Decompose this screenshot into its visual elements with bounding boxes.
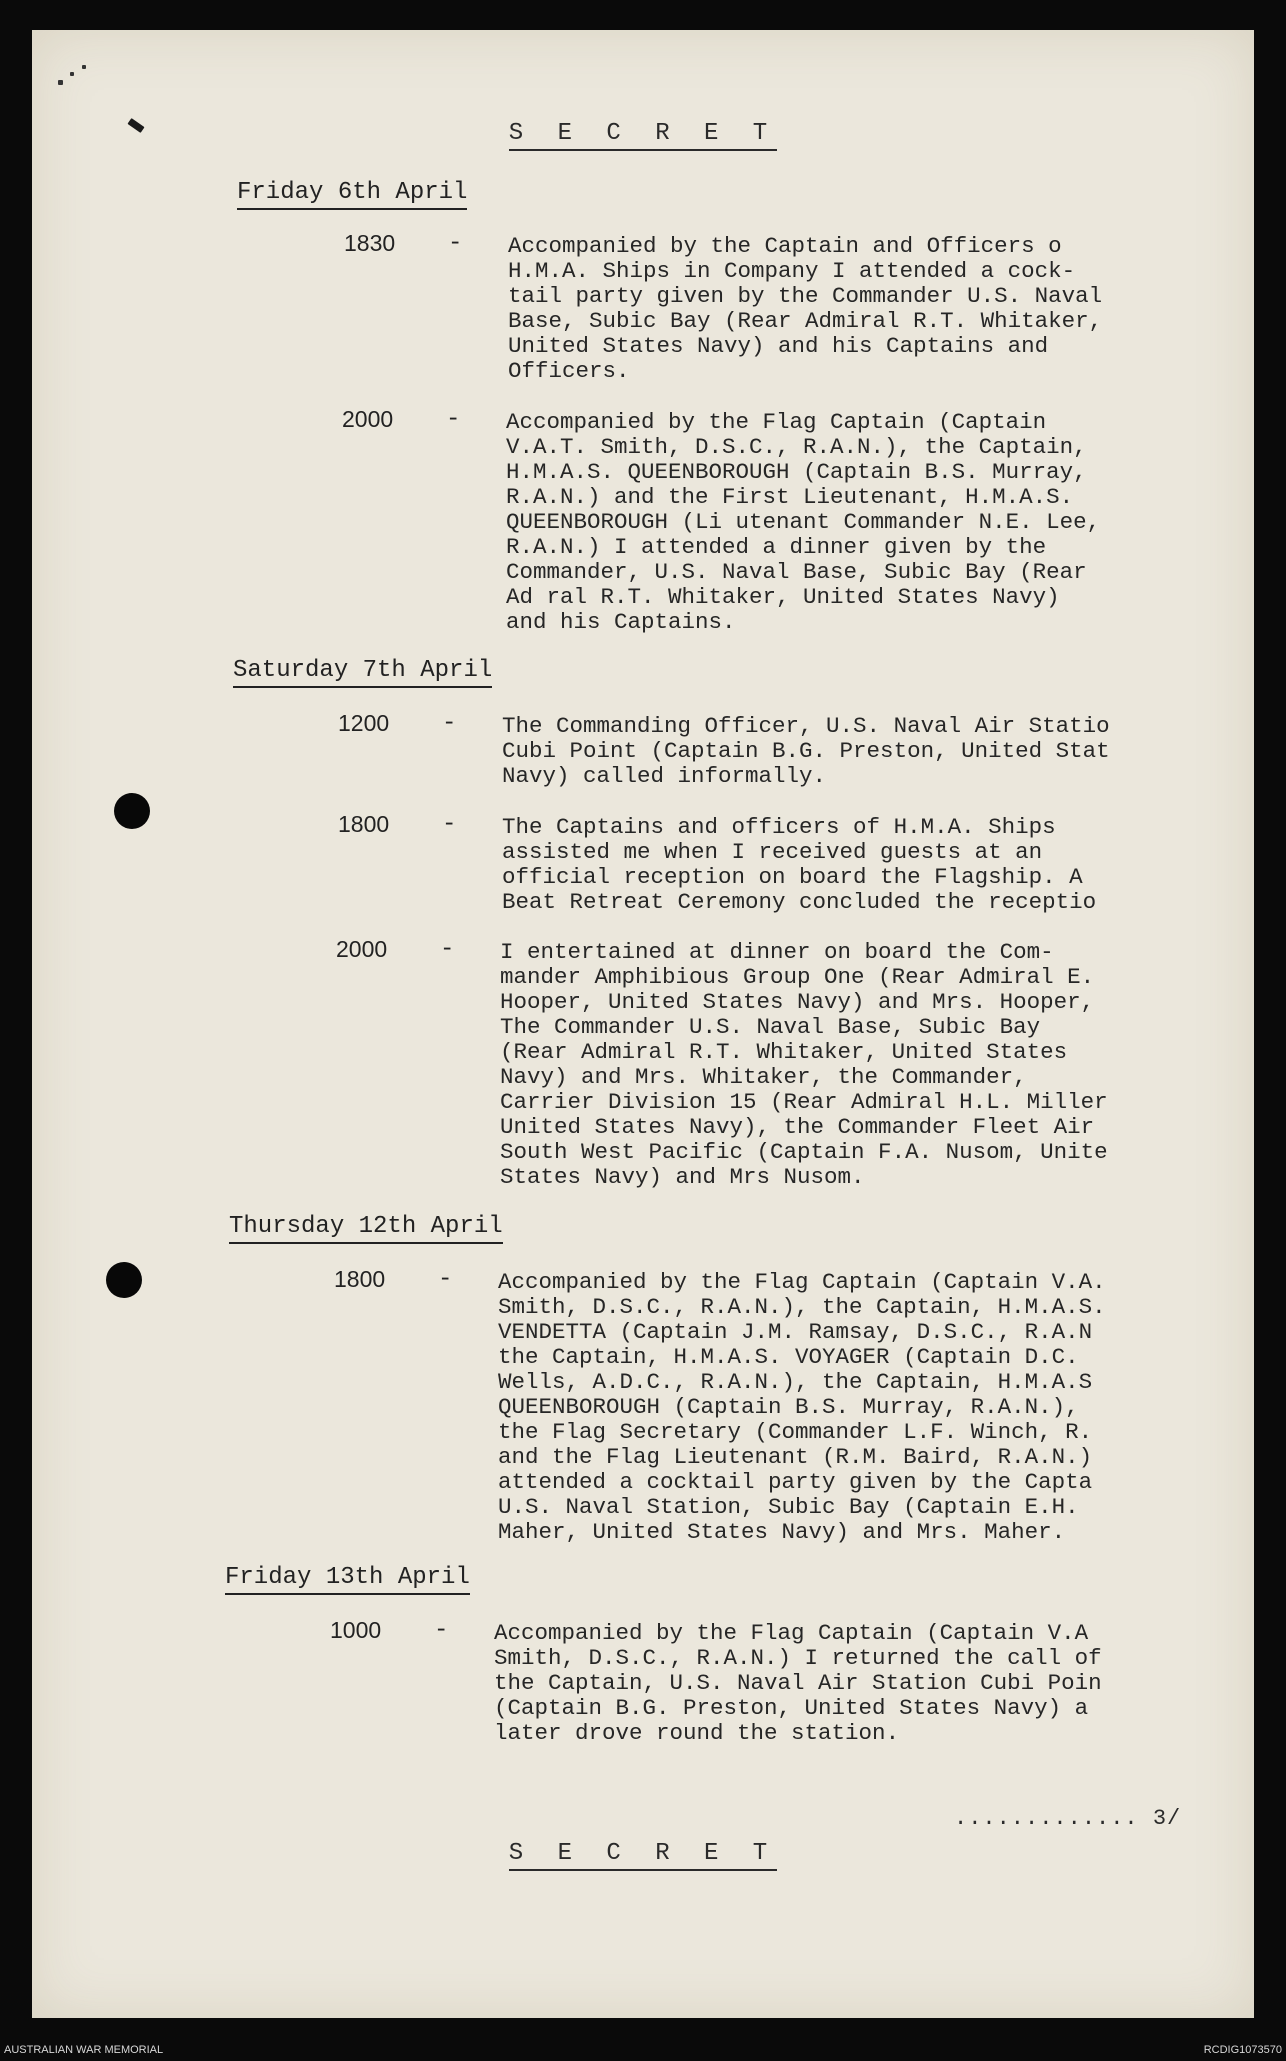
entry-text: The Commanding Officer, U.S. Naval Air Statio Cubi Point (Captain B.G. Preston, United Stat Navy) called informally. [502, 713, 1110, 789]
day-heading: Saturday 7th April [233, 656, 492, 688]
punch-hole [114, 793, 150, 829]
entry-dash: - [442, 710, 457, 737]
archive-name: AUSTRALIAN WAR MEMORIAL [4, 2044, 164, 2056]
document-page [32, 30, 1254, 2018]
classification-heading-top: S E C R E T [32, 120, 1254, 147]
paper-speck [82, 65, 86, 69]
page-continuation: ............. 3/ [954, 1806, 1182, 1831]
entry-time: 1800 [338, 811, 390, 837]
entry-dash: - [446, 406, 461, 433]
entry-dash: - [440, 936, 455, 963]
record-id: RCDIG1073570 [1203, 2044, 1282, 2056]
entry-text: Accompanied by the Flag Captain (Captain V.A Smith, D.S.C., R.A.N.) I returned the call of the Captain, U.S. Naval Air Station Cubi Poin (Captain B.G. Preston, United States Navy) a later drove round the station. [494, 1620, 1102, 1746]
day-heading: Friday 6th April [237, 178, 467, 210]
entry-dash: - [448, 230, 463, 257]
entry-text: Accompanied by the Flag Captain (Captain V.A.T. Smith, D.S.C., R.A.N.), the Captain, H.M.A.S. QUEENBOROUGH (Captain B.S. Murray, R.A.N.) and the First Lieutenant, H.M.A.S. QUEENBOROUGH (Li utenant Commander N.E. Lee, R.A.N.) I attended a dinner given by the Commander, U.S. Naval Base, Subic Bay (Rear Ad ral R.T. Whitaker, United States Navy) and his Captains. [506, 409, 1101, 635]
entry-text: The Captains and officers of H.M.A. Ships assisted me when I received guests at an official reception on board the Flagship. A Beat Retreat Ceremony concluded the receptio [502, 814, 1097, 915]
entry-text: Accompanied by the Captain and Officers o H.M.A. Ships in Company I attended a cock- tail party given by the Commander U.S. Naval Base, Subic Bay (Rear Admiral R.T. Whitaker, United States Navy) and his Captains and Officers. [508, 233, 1103, 384]
punch-hole [106, 1262, 142, 1298]
entry-time: 1830 [344, 230, 396, 256]
entry-time: 1000 [330, 1617, 382, 1643]
paper-speck [70, 72, 74, 76]
archive-footer [0, 2030, 1286, 2061]
day-heading: Friday 13th April [225, 1563, 470, 1595]
entry-time: 1200 [338, 710, 390, 736]
entry-time: 2000 [336, 936, 388, 962]
entry-text: Accompanied by the Flag Captain (Captain V.A. Smith, D.S.C., R.A.N.), the Captain, H.M.A.S. VENDETTA (Captain J.M. Ramsay, D.S.C., R.A.N the Captain, H.M.A.S. VOYAGER (Captain D.C. Wells, A.D.C., R.A.N.), the Captain, H.M.A.S QUEENBOROUGH (Captain B.S. Murray, R.A.N.), the Flag Secretary (Commander L.F. Winch, R. and the Flag Lieutenant (R.M. Baird, R.A.N.) attended a cocktail party given by the Capta U.S. Naval Station, Subic Bay (Captain E.H. Maher, United States Navy) and Mrs. Maher. [498, 1269, 1106, 1545]
entry-text: I entertained at dinner on board the Com- mander Amphibious Group One (Rear Admiral E. Hooper, United States Navy) and Mrs. Hooper, The Commander U.S. Naval Base, Subic Bay (Rear Admiral R.T. Whitaker, United States Navy) and Mrs. Whitaker, the Commander, Carrier Division 15 (Rear Admiral H.L. Miller United States Navy), the Commander Fleet Air South West Pacific (Captain F.A. Nusom, Unite States Navy) and Mrs Nusom. [500, 939, 1108, 1190]
paper-speck [58, 80, 63, 85]
day-heading: Thursday 12th April [229, 1212, 503, 1244]
entry-time: 1800 [334, 1266, 386, 1292]
entry-dash: - [438, 1266, 453, 1293]
entry-time: 2000 [342, 406, 394, 432]
classification-heading-bottom: S E C R E T [32, 1840, 1254, 1867]
entry-dash: - [434, 1617, 449, 1644]
entry-dash: - [442, 811, 457, 838]
